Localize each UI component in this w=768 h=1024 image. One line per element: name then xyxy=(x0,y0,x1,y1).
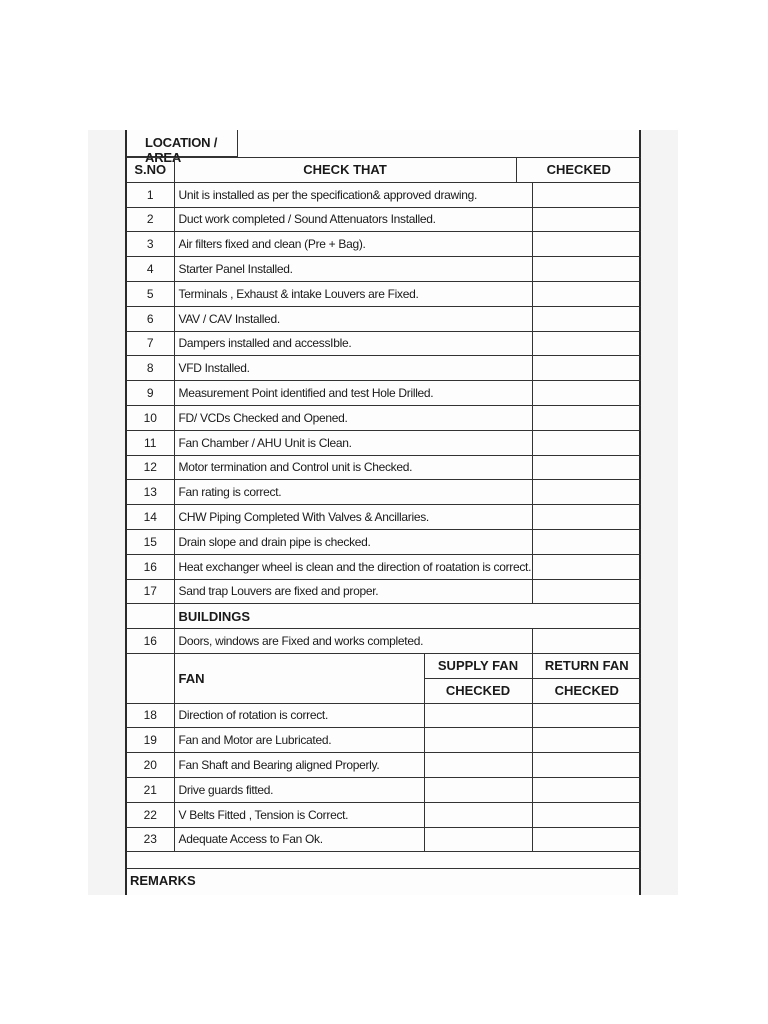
check-description: CHW Piping Completed With Valves & Ancillaries. xyxy=(174,505,532,530)
location-area-label: LOCATION / AREA xyxy=(127,130,238,157)
check-description: Motor termination and Control unit is Checked. xyxy=(174,455,532,480)
row-number: 2 xyxy=(127,207,174,232)
checklist-row xyxy=(127,207,641,232)
supply-fan-header: SUPPLY FAN xyxy=(424,653,532,678)
checked-cell[interactable] xyxy=(532,331,641,356)
checklist-row xyxy=(127,455,641,480)
checked-cell[interactable] xyxy=(532,455,641,480)
check-description: Measurement Point identified and test Hole Drilled. xyxy=(174,381,532,406)
checked-cell[interactable] xyxy=(532,182,641,207)
check-description: Fan Chamber / AHU Unit is Clean. xyxy=(174,430,532,455)
fan-row xyxy=(127,802,641,827)
checklist-row xyxy=(127,257,641,282)
supply-fan-checked-cell[interactable] xyxy=(424,777,532,802)
check-description: Unit is installed as per the specification& approved drawing. xyxy=(174,182,532,207)
return-fan-checked-cell[interactable] xyxy=(532,777,641,802)
checked-header: CHECKED xyxy=(516,158,641,183)
check-description: Direction of rotation is correct. xyxy=(174,703,424,728)
checked-cell[interactable] xyxy=(532,480,641,505)
return-fan-checked-cell[interactable] xyxy=(532,728,641,753)
row-number: 23 xyxy=(127,827,174,852)
checklist-row xyxy=(127,629,641,654)
header-row xyxy=(127,158,641,183)
row-number: 16 xyxy=(127,554,174,579)
check-description: Starter Panel Installed. xyxy=(174,257,532,282)
row-number: 10 xyxy=(127,405,174,430)
row-number: 12 xyxy=(127,455,174,480)
check-description: V Belts Fitted , Tension is Correct. xyxy=(174,802,424,827)
return-fan-checked-cell[interactable] xyxy=(532,703,641,728)
check-description: Drain slope and drain pipe is checked. xyxy=(174,529,532,554)
check-description: Dampers installed and accessIble. xyxy=(174,331,532,356)
checked-cell[interactable] xyxy=(532,554,641,579)
checklist-row xyxy=(127,554,641,579)
return-fan-header: RETURN FAN xyxy=(532,653,641,678)
remarks-label: REMARKS xyxy=(127,868,641,888)
checklist-row xyxy=(127,430,641,455)
buildings-title: BUILDINGS xyxy=(174,604,641,629)
row-number: 3 xyxy=(127,232,174,257)
checklist-row xyxy=(127,281,641,306)
fan-row xyxy=(127,777,641,802)
row-number: 11 xyxy=(127,430,174,455)
row-number: 20 xyxy=(127,753,174,778)
checked-cell[interactable] xyxy=(532,356,641,381)
checklist-row xyxy=(127,480,641,505)
supply-fan-checked-cell[interactable] xyxy=(424,802,532,827)
check-description: Fan and Motor are Lubricated. xyxy=(174,728,424,753)
fan-row xyxy=(127,728,641,753)
checked-cell[interactable] xyxy=(532,405,641,430)
checked-cell[interactable] xyxy=(532,207,641,232)
check-description: Fan rating is correct. xyxy=(174,480,532,505)
check-description: Air filters fixed and clean (Pre + Bag). xyxy=(174,232,532,257)
check-that-header: CHECK THAT xyxy=(174,158,516,183)
check-description: Heat exchanger wheel is clean and the direction of roatation is correct. xyxy=(174,554,532,579)
checklist-row xyxy=(127,331,641,356)
checked-cell[interactable] xyxy=(532,579,641,604)
row-number: 15 xyxy=(127,529,174,554)
checklist-row xyxy=(127,356,641,381)
row-number: 4 xyxy=(127,257,174,282)
check-description: Terminals , Exhaust & intake Louvers are Fixed. xyxy=(174,281,532,306)
supply-fan-checked-cell[interactable] xyxy=(424,703,532,728)
checklist-row xyxy=(127,232,641,257)
check-description: FD/ VCDs Checked and Opened. xyxy=(174,405,532,430)
supply-fan-checked-cell[interactable] xyxy=(424,827,532,852)
checked-cell[interactable] xyxy=(532,381,641,406)
buildings-section-row xyxy=(127,604,641,629)
row-number: 13 xyxy=(127,480,174,505)
fan-row xyxy=(127,703,641,728)
fan-title: FAN xyxy=(174,653,424,703)
check-description: Drive guards fitted. xyxy=(174,777,424,802)
row-number: 18 xyxy=(127,703,174,728)
return-fan-checked-cell[interactable] xyxy=(532,802,641,827)
return-fan-checked-cell[interactable] xyxy=(532,827,641,852)
row-number: 9 xyxy=(127,381,174,406)
row-number: 19 xyxy=(127,728,174,753)
row-number: 14 xyxy=(127,505,174,530)
row-number: 16 xyxy=(127,629,174,654)
checked-cell[interactable] xyxy=(532,430,641,455)
checked-cell[interactable] xyxy=(532,529,641,554)
checklist-row xyxy=(127,529,641,554)
checked-cell[interactable] xyxy=(532,281,641,306)
row-number: 8 xyxy=(127,356,174,381)
check-description: Sand trap Louvers are fixed and proper. xyxy=(174,579,532,604)
fan-sno-blank xyxy=(127,653,174,703)
row-number: 17 xyxy=(127,579,174,604)
return-checked-header: CHECKED xyxy=(532,678,641,703)
fan-row xyxy=(127,827,641,852)
supply-fan-checked-cell[interactable] xyxy=(424,753,532,778)
fan-row xyxy=(127,753,641,778)
checked-cell[interactable] xyxy=(532,257,641,282)
row-number: 1 xyxy=(127,182,174,207)
sno-header: S.NO xyxy=(127,158,174,183)
checklist-row xyxy=(127,306,641,331)
row-number: 7 xyxy=(127,331,174,356)
return-fan-checked-cell[interactable] xyxy=(532,753,641,778)
fan-header-row xyxy=(127,653,641,678)
row-number: 22 xyxy=(127,802,174,827)
checked-cell[interactable] xyxy=(532,232,641,257)
row-number: 6 xyxy=(127,306,174,331)
supply-checked-header: CHECKED xyxy=(424,678,532,703)
checked-cell[interactable] xyxy=(532,629,641,654)
checklist-body xyxy=(127,158,641,852)
check-description: Doors, windows are Fixed and works completed. xyxy=(174,629,532,654)
check-description: Fan Shaft and Bearing aligned Properly. xyxy=(174,753,424,778)
supply-fan-checked-cell[interactable] xyxy=(424,728,532,753)
checklist-row xyxy=(127,182,641,207)
checklist-row xyxy=(127,381,641,406)
check-description: VAV / CAV Installed. xyxy=(174,306,532,331)
check-description: Adequate Access to Fan Ok. xyxy=(174,827,424,852)
checked-cell[interactable] xyxy=(532,306,641,331)
row-number: 5 xyxy=(127,281,174,306)
checked-cell[interactable] xyxy=(532,505,641,530)
check-description: Duct work completed / Sound Attenuators Installed. xyxy=(174,207,532,232)
check-description: VFD Installed. xyxy=(174,356,532,381)
checklist-row xyxy=(127,579,641,604)
row-number: 21 xyxy=(127,777,174,802)
checklist-sheet xyxy=(125,130,641,895)
buildings-sno-blank xyxy=(127,604,174,629)
checklist-table xyxy=(127,157,641,852)
checklist-row xyxy=(127,405,641,430)
checklist-row xyxy=(127,505,641,530)
